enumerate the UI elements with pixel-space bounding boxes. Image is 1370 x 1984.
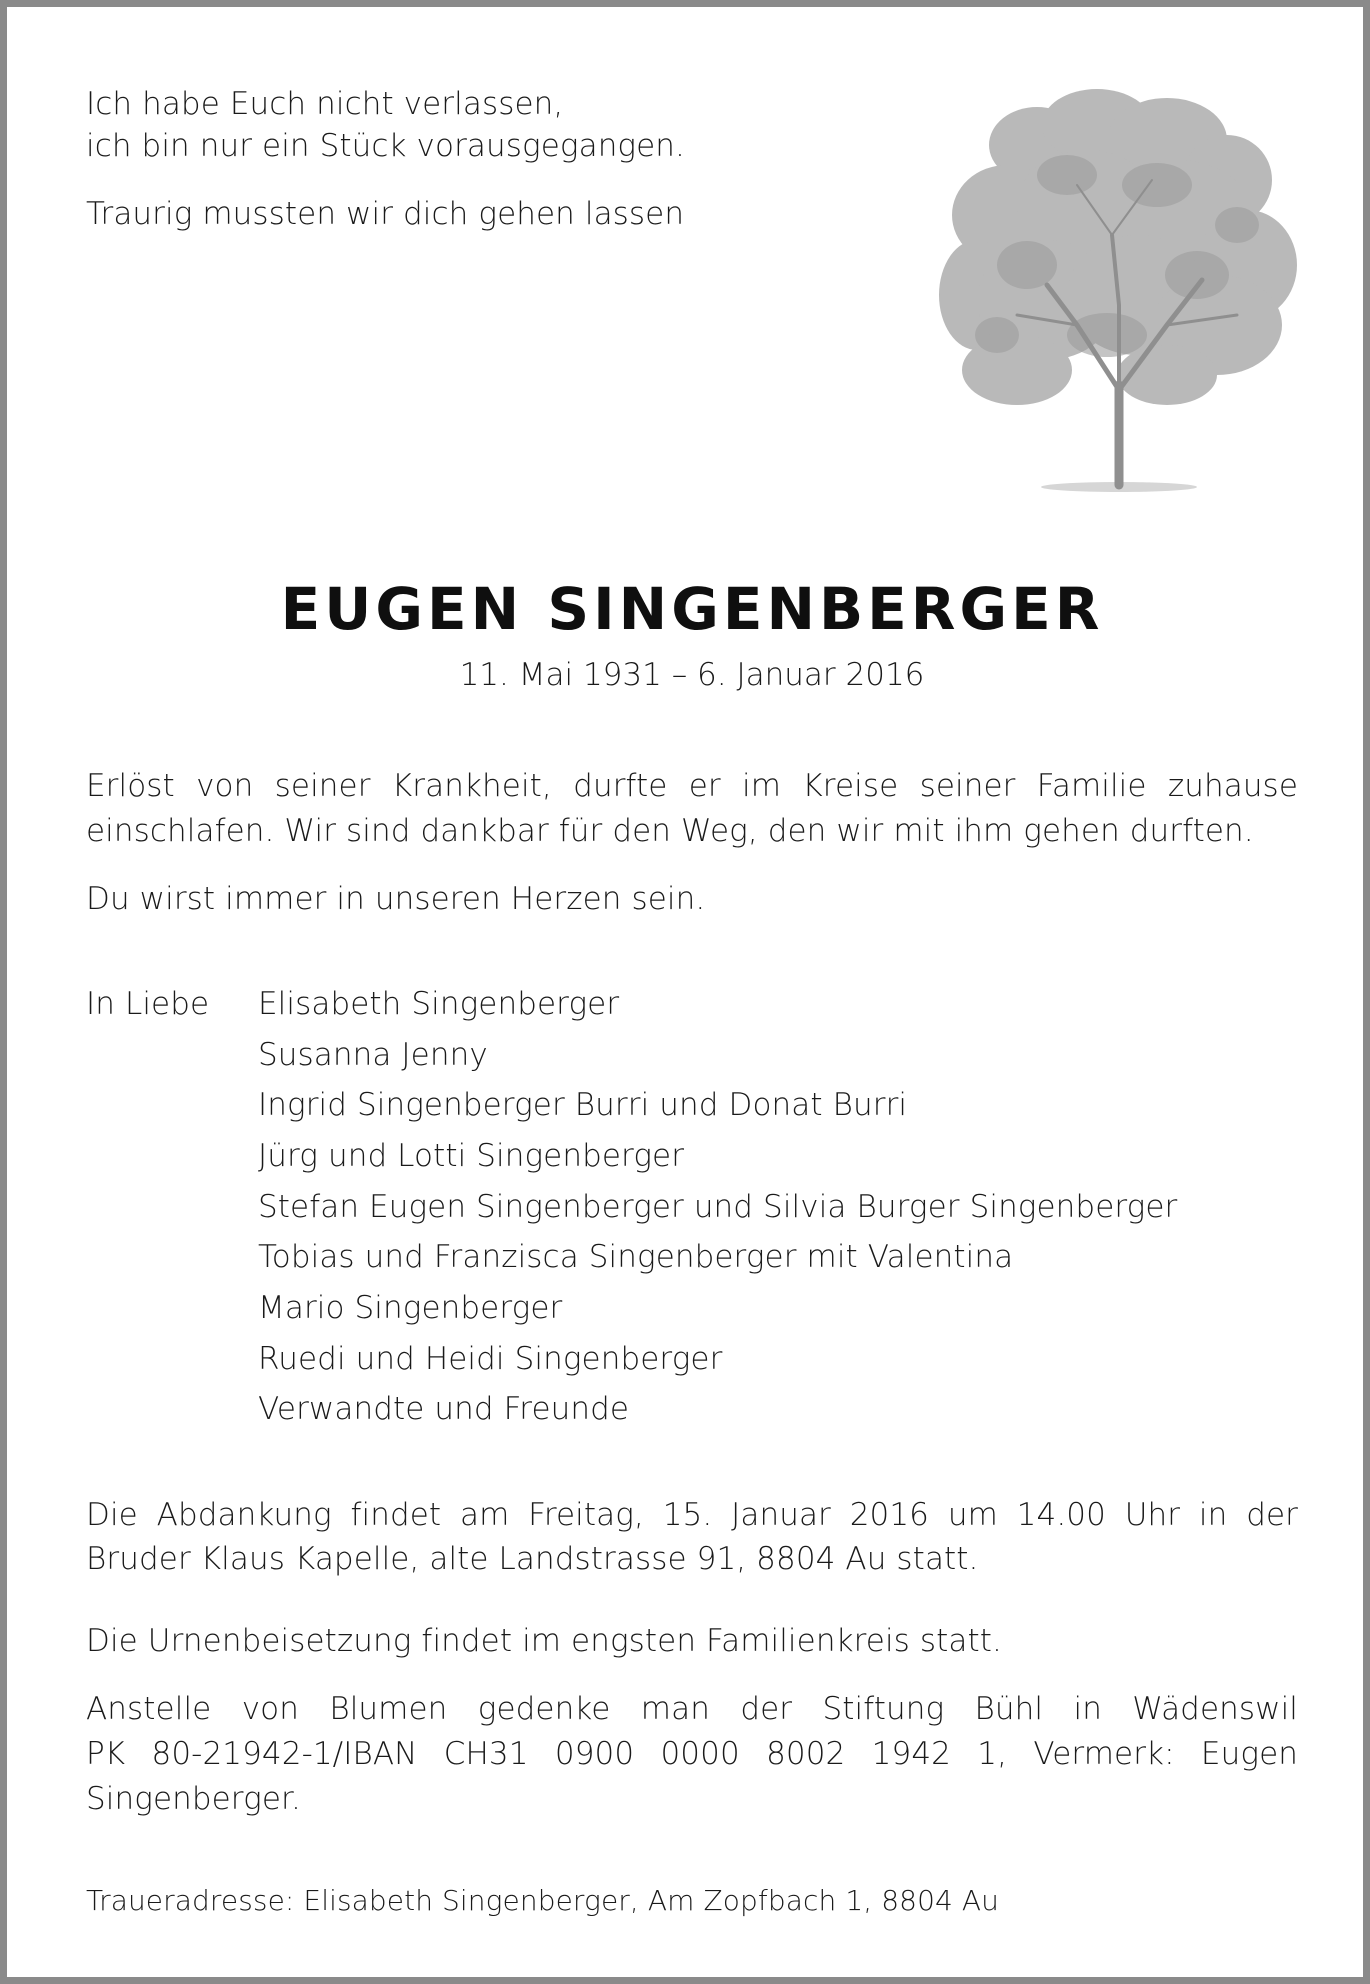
mourning-address: Traueradresse: Elisabeth Singenberger, Am Zopfbach 1, 8804 Au [86, 1884, 1000, 1917]
donation-line-3: Singenberger. [86, 1781, 301, 1817]
mourner-name: Susanna Jenny [258, 1037, 488, 1073]
motto-line-2: ich bin nur ein Stück vorausgegangen. [86, 128, 686, 164]
donation-line-1: Anstelle von Blumen gedenke man der Stiftung Bühl in Wädenswil [86, 1691, 1298, 1727]
motto-line-1: Ich habe Euch nicht verlassen, [86, 86, 564, 122]
mourner-name: Stefan Eugen Singenberger und Silvia Burger Singenberger [258, 1189, 1178, 1225]
mourners-label: In Liebe [86, 986, 210, 1022]
motto-line-3: Traurig mussten wir dich gehen lassen [86, 196, 685, 232]
body-paragraph-line-2: einschlafen. Wir sind dankbar für den Weg, den wir mit ihm gehen durften. [86, 813, 1254, 849]
mourner-name: Tobias und Franzisca Singenberger mit Valentina [258, 1239, 1014, 1275]
mourner-name: Ingrid Singenberger Burri und Donat Burri [258, 1087, 908, 1123]
deceased-name: EUGEN SINGENBERGER [280, 575, 1104, 643]
body-paragraph-2: Du wirst immer in unseren Herzen sein. [86, 881, 706, 917]
mourner-name: Jürg und Lotti Singenberger [258, 1138, 685, 1174]
life-dates: 11. Mai 1931 – 6. Januar 2016 [459, 657, 925, 693]
mourner-name: Ruedi und Heidi Singenberger [258, 1341, 723, 1377]
urn-burial-note: Die Urnenbeisetzung findet im engsten Familienkreis statt. [86, 1623, 1002, 1659]
mourner-name: Mario Singenberger [258, 1290, 563, 1326]
service-line-2: Bruder Klaus Kapelle, alte Landstrasse 91, 8804 Au statt. [86, 1541, 979, 1577]
tree-illustration [937, 85, 1302, 497]
donation-line-2: PK 80-21942-1/IBAN CH31 0900 0000 8002 1942 1, Vermerk: Eugen [86, 1736, 1298, 1772]
service-line-1: Die Abdankung findet am Freitag, 15. Januar 2016 um 14.00 Uhr in der [86, 1497, 1298, 1533]
body-paragraph-line-1: Erlöst von seiner Krankheit, durfte er im Kreise seiner Familie zuhause [86, 768, 1298, 804]
mourner-name: Elisabeth Singenberger [258, 986, 620, 1022]
mourner-name: Verwandte und Freunde [258, 1391, 630, 1427]
